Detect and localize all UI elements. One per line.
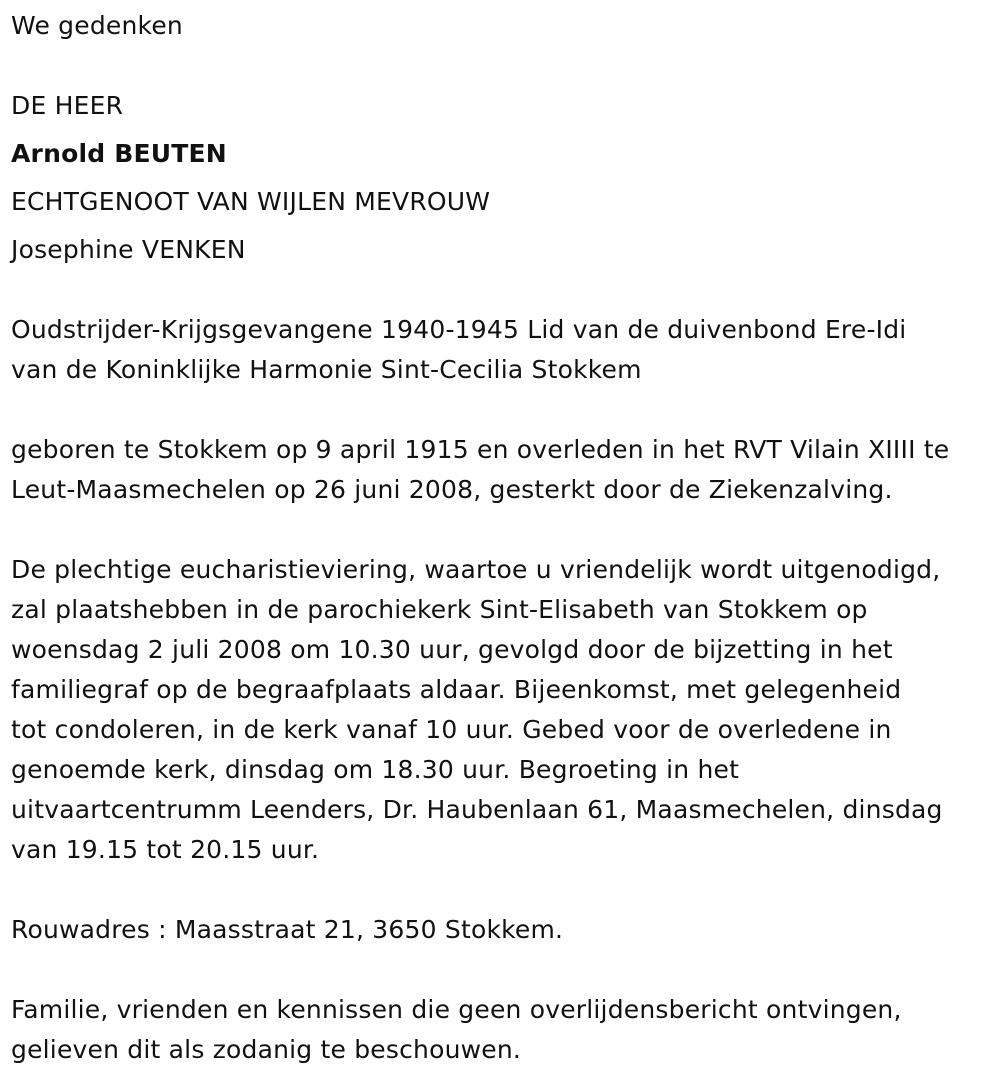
- address-text: Rouwadres : Maasstraat 21, 3650 Stokkem.: [11, 915, 564, 944]
- ceremony-line: genoemde kerk, dinsdag om 18.30 uur. Begroeting in het: [11, 755, 740, 784]
- closing-line: Familie, vrienden en kennissen die geen overlijdensbericht ontvingen,: [11, 995, 902, 1024]
- ceremony-line: familiegraf op de begraafplaats aldaar. Bijeenkomst, met gelegenheid: [11, 675, 902, 704]
- ceremony-line: tot condoleren, in de kerk vanaf 10 uur. Gebed voor de overledene in: [11, 715, 892, 744]
- ceremony-line: zal plaatshebben in de parochiekerk Sint-Elisabeth van Stokkem op: [11, 595, 868, 624]
- affiliation-line: van de Koninklijke Harmonie Sint-Cecilia Stokkem: [11, 355, 642, 384]
- ceremony-line: uitvaartcentrumm Leenders, Dr. Haubenlaan 61, Maasmechelen, dinsdag: [11, 795, 943, 824]
- ceremony-line: De plechtige eucharistieviering, waartoe u vriendelijk wordt uitgenodigd,: [11, 555, 941, 584]
- intro-text: We gedenken: [11, 11, 183, 40]
- birth-death-line: geboren te Stokkem op 9 april 1915 en overleden in het RVT Vilain XIIII te: [11, 435, 950, 464]
- title-text: DE HEER: [11, 91, 124, 120]
- closing-line: gelieven dit als zodanig te beschouwen.: [11, 1035, 522, 1064]
- deceased-name: Arnold BEUTEN: [11, 139, 227, 168]
- affiliation-line: Oudstrijder-Krijgsgevangene 1940-1945 Lid van de duivenbond Ere-Idi: [11, 315, 907, 344]
- spouse-name: Josephine VENKEN: [11, 235, 246, 264]
- birth-death-line: Leut-Maasmechelen op 26 juni 2008, gesterkt door de Ziekenzalving.: [11, 475, 893, 504]
- spouse-label: ECHTGENOOT VAN WIJLEN MEVROUW: [11, 187, 491, 216]
- ceremony-line: van 19.15 tot 20.15 uur.: [11, 835, 320, 864]
- ceremony-line: woensdag 2 juli 2008 om 10.30 uur, gevolgd door de bijzetting in het: [11, 635, 893, 664]
